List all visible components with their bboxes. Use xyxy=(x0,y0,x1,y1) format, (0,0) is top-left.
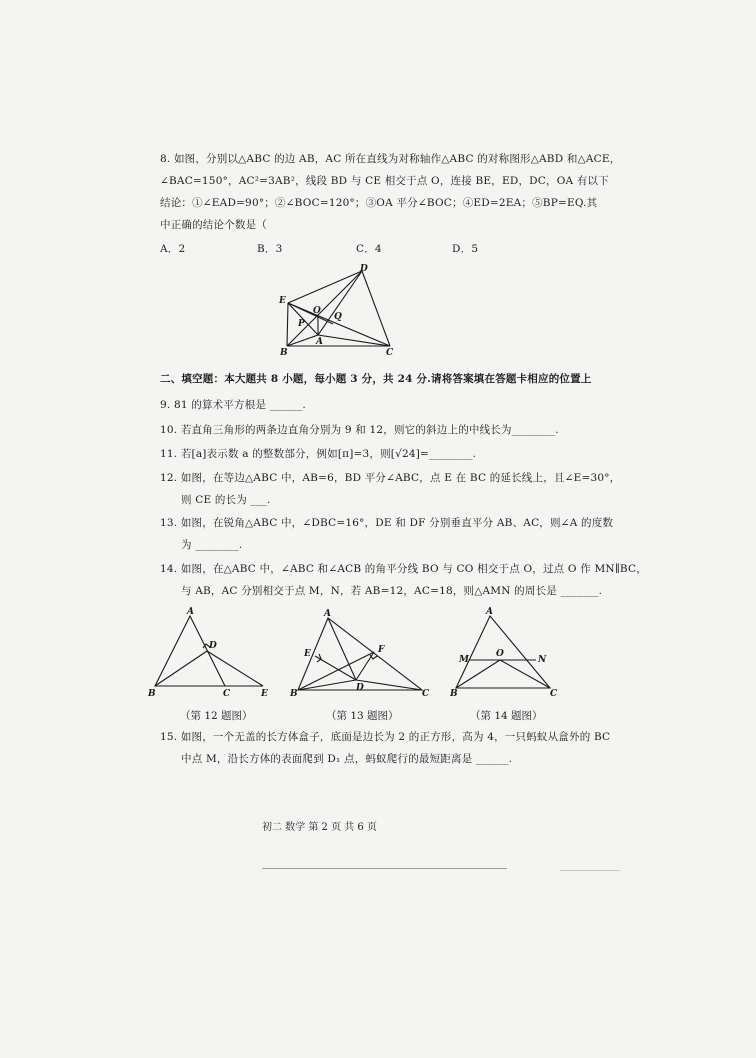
fig14-label-a: A xyxy=(486,607,493,617)
fig13-label-c: C xyxy=(422,689,430,699)
q8-option-d: D．5 xyxy=(452,243,479,255)
fig13-figure xyxy=(290,604,430,700)
fig13-label-f: F xyxy=(378,645,385,655)
fig13-segment-dc xyxy=(356,680,422,690)
fig14-label-b: B xyxy=(450,689,458,699)
caption-fig14: （第 14 题图） xyxy=(470,710,543,722)
fig12-segment-de xyxy=(207,651,263,686)
fig14-label-n: N xyxy=(538,655,547,665)
fig12-triangle-abc xyxy=(155,616,225,686)
q8-line1: 8. 如图，分别以△ABC 的边 AB，AC 所在直线为对称轴作△ABC 的对称图形△ABD 和△ACE， xyxy=(160,153,621,165)
q8-label-c: C xyxy=(386,348,394,358)
q8-option-a: A．2 xyxy=(160,243,186,255)
q13-line1: 13. 如图，在锐角△ABC 中，∠DBC=16°，DE 和 DF 分别垂直平分 AB、AC，则∠A 的度数 xyxy=(160,517,614,529)
scan-divider xyxy=(262,868,507,869)
q10-text: 10. 若直角三角形的两条边直角分别为 9 和 12，则它的斜边上的中线长为________. xyxy=(160,424,559,436)
section2-heading: 二、填空题：本大题共 8 小题，每小题 3 分，共 24 分.请将答案填在答题卡相应的位置上 xyxy=(160,373,592,385)
q15-line2: 中点 M，沿长方体的表面爬到 D₁ 点，蚂蚁爬行的最短距离是 ______. xyxy=(181,753,513,765)
fig13-right-angle-f xyxy=(370,655,377,659)
fig12-label-b: B xyxy=(148,689,156,699)
fig12-figure xyxy=(148,604,278,700)
q8-segment-dc xyxy=(362,271,390,346)
fig13-label-d: D xyxy=(356,683,364,693)
q12-line1: 12. 如图，在等边△ABC 中，AB=6，BD 平分∠ABC，点 E 在 BC 的延长线上，且∠E=30°， xyxy=(160,472,621,484)
q9-text: 9. 81 的算术平方根是 ______. xyxy=(160,399,306,411)
q8-segment-be xyxy=(287,303,288,346)
page-footer: 初二 数学 第 2 页 共 6 页 xyxy=(262,822,377,833)
q8-line2: ∠BAC=150°，AC²=3AB²，线段 BD 与 CE 相交于点 O，连接 BE，ED，DC，OA 有以下 xyxy=(160,175,609,187)
fig12-label-a: A xyxy=(187,607,194,617)
fig14-label-m: M xyxy=(459,655,469,665)
q11-text: 11. 若[a]表示数 a 的整数部分，例如[π]=3，则[√24]=________. xyxy=(160,448,477,460)
q8-figure xyxy=(276,262,406,358)
fig13-segment-bd xyxy=(298,680,356,690)
q8-line3: 结论：①∠EAD=90°；②∠BOC=120°；③OA 平分∠BOC；④ED=2EA；⑤BP=EQ.其 xyxy=(160,197,598,209)
fig13-segment-ad xyxy=(328,618,356,680)
q14-line1: 14. 如图，在△ABC 中，∠ABC 和∠ACB 的角平分线 BO 与 CO 相交于点 O，过点 O 作 MN∥BC， xyxy=(160,563,647,575)
q8-option-c: C．4 xyxy=(356,243,382,255)
q8-label-o: O xyxy=(313,306,321,316)
q8-label-a: A xyxy=(316,337,323,347)
q8-label-b: B xyxy=(280,348,288,358)
fig14-label-c: C xyxy=(550,689,558,699)
q8-label-q: Q xyxy=(334,312,342,322)
fig12-label-d: D xyxy=(209,641,217,651)
q8-triangle-abd xyxy=(287,271,362,346)
q8-line4: 中正确的结论个数是（ xyxy=(160,219,267,231)
caption-fig13: （第 13 题图） xyxy=(326,710,399,722)
fig13-label-b: B xyxy=(290,689,298,699)
fig14-figure xyxy=(450,604,562,700)
q8-label-p: P xyxy=(298,319,305,329)
q14-line2: 与 AB，AC 分别相交于点 M，N，若 AB=12，AC=18，则△AMN 的周长是 _______. xyxy=(181,585,603,597)
fig12-label-c: C xyxy=(223,689,231,699)
fig14-label-o: O xyxy=(496,649,504,659)
fig13-segment-de xyxy=(315,656,356,680)
fig12-segment-bd xyxy=(155,651,207,686)
scan-divider-faint xyxy=(560,870,620,871)
q8-option-b: B．3 xyxy=(257,243,283,255)
q12-line2: 则 CE 的长为 ___. xyxy=(181,494,271,506)
q15-line1: 15. 如图，一个无盖的长方体盒子，底面是边长为 2 的正方形，高为 4，一只蚂蚁从盒外的 BC xyxy=(160,731,611,743)
q8-label-e: E xyxy=(279,296,286,306)
fig13-label-a: A xyxy=(324,609,331,619)
q13-line2: 为 ________. xyxy=(181,539,243,551)
fig13-label-e: E xyxy=(304,649,311,659)
q8-label-d: D xyxy=(360,264,368,274)
caption-fig12: （第 12 题图） xyxy=(180,710,253,722)
fig12-label-e: E xyxy=(261,689,268,699)
fig13-triangle-abc xyxy=(298,618,422,690)
